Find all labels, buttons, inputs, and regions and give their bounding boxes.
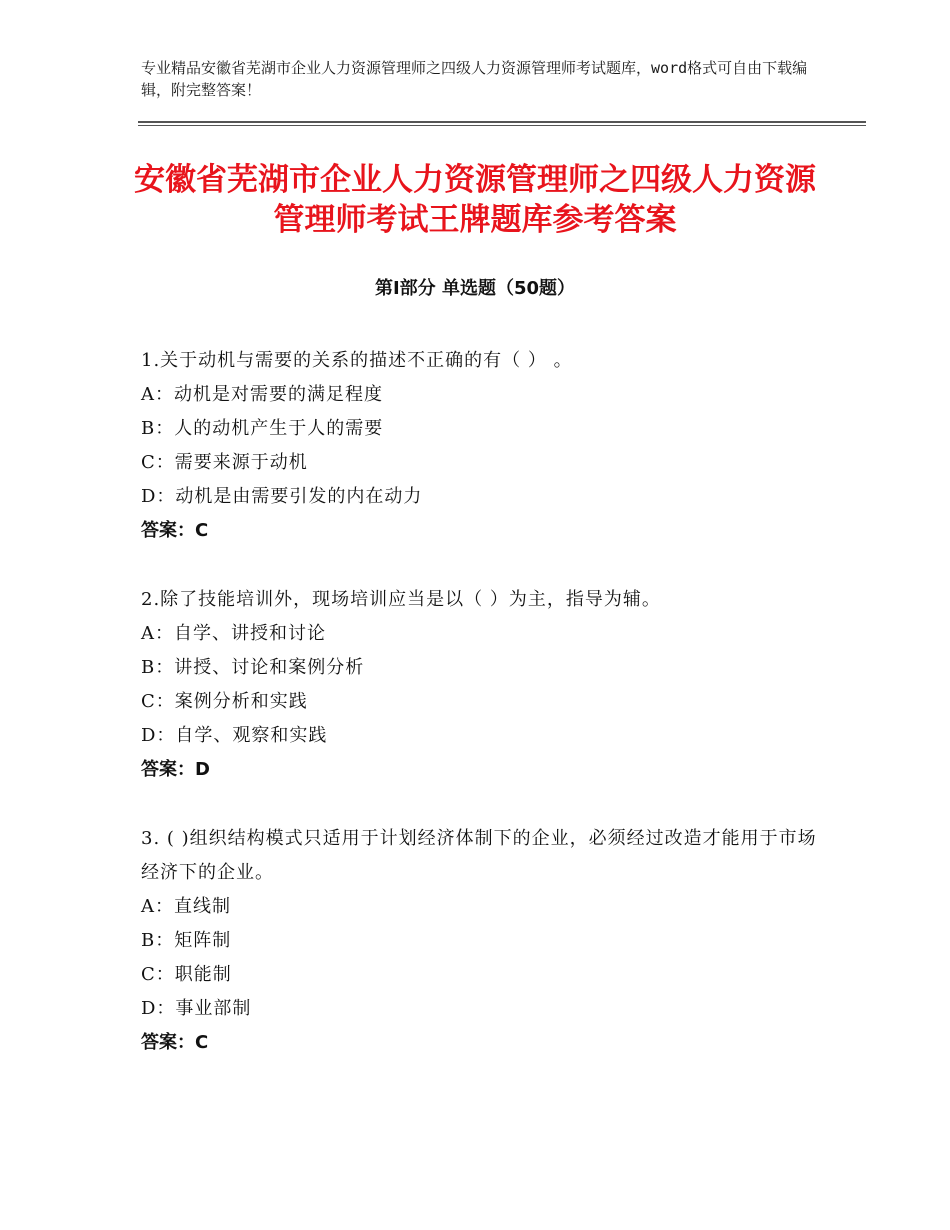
option-d: D：自学、观察和实践 <box>141 725 328 746</box>
question-item <box>141 344 821 548</box>
question-item <box>141 822 821 1060</box>
header-note: 专业精品安徽省芜湖市企业人力资源管理师之四级人力资源管理师考试题库，word格式可自由下载编辑，附完整答案！ <box>141 59 808 99</box>
option-a: A：动机是对需要的满足程度 <box>141 384 383 405</box>
option-c: C：职能制 <box>141 964 232 985</box>
option-a: A：自学、讲授和讨论 <box>141 623 326 644</box>
header-divider-thick <box>138 121 866 123</box>
answer-label: 答案：D <box>141 759 210 780</box>
option-b: B：讲授、讨论和案例分析 <box>141 657 365 678</box>
option-a: A：直线制 <box>141 896 231 917</box>
question-stem: 3. ( )组织结构模式只适用于计划经济体制下的企业，必须经过改造才能用于市场经济下的企业。 <box>141 828 817 883</box>
option-d: D：动机是由需要引发的内在动力 <box>141 486 423 507</box>
answer-label: 答案：C <box>141 1032 209 1053</box>
answer-label: 答案：C <box>141 520 209 541</box>
option-d: D：事业部制 <box>141 998 252 1019</box>
header-divider-thin <box>138 125 866 126</box>
document-title: 安徽省芜湖市企业人力资源管理师之四级人力资源管理师考试王牌题库参考答案 <box>134 162 816 238</box>
question-stem: 1.关于动机与需要的关系的描述不正确的有（ ） 。 <box>141 350 573 371</box>
section-title: 第Ⅰ部分 单选题（50题） <box>374 278 575 299</box>
option-b: B：人的动机产生于人的需要 <box>141 418 384 439</box>
question-stem: 2.除了技能培训外，现场培训应当是以（ ）为主，指导为辅。 <box>141 589 661 610</box>
question-item <box>141 583 821 787</box>
option-b: B：矩阵制 <box>141 930 232 951</box>
option-c: C：案例分析和实践 <box>141 691 308 712</box>
option-c: C：需要来源于动机 <box>141 452 308 473</box>
